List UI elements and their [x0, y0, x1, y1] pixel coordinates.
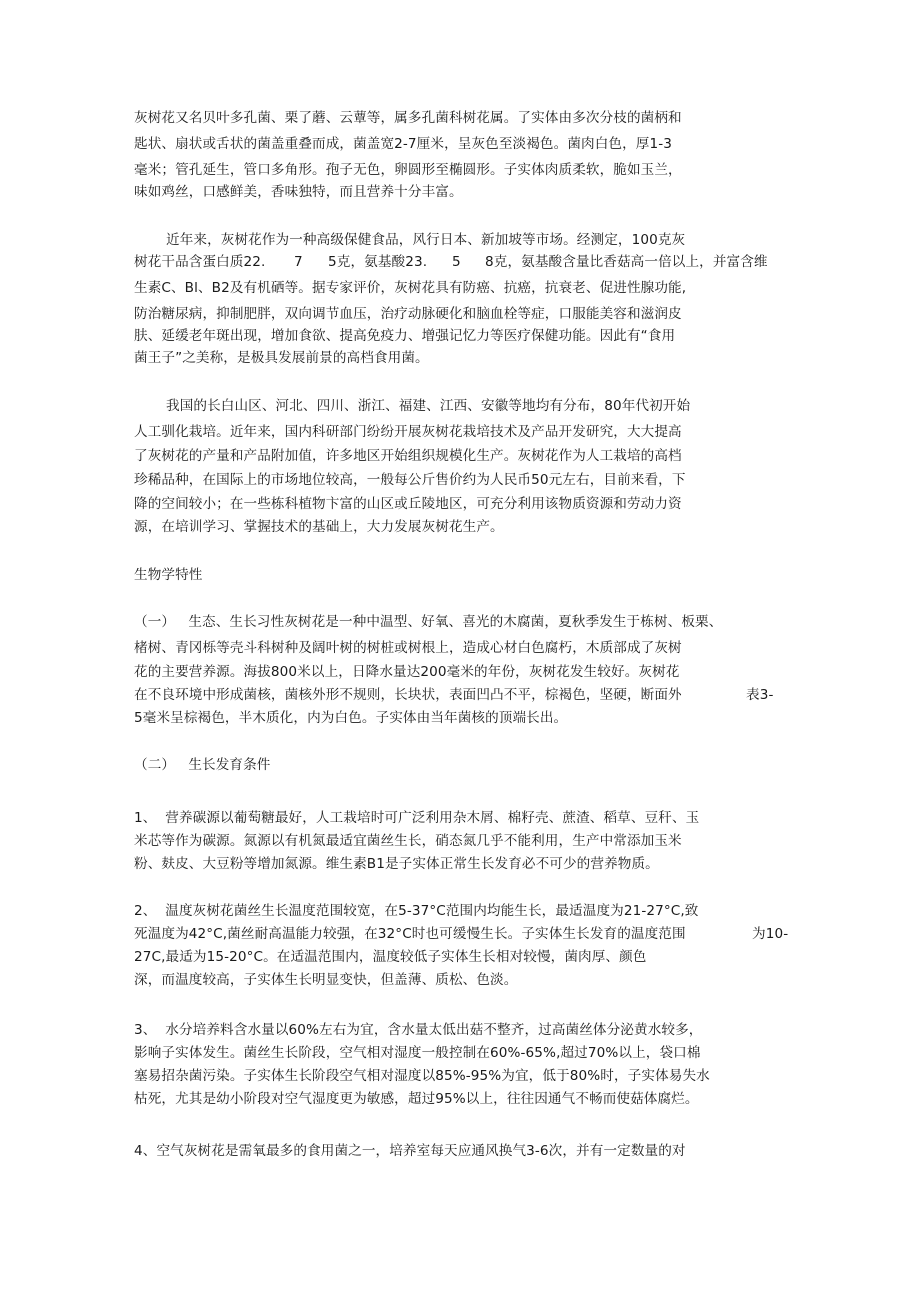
p3-line-1-text: 我国的长白山区、河北、四川、浙江、福建、江西、安徽等地均有分布，80年代初开始 — [166, 398, 691, 414]
p6-line-2 — [0, 921, 789, 947]
p1-line-2-text: 匙状、扇状或舌状的菌盖重叠而成，菌盖宽2-7厘米，呈灰色至淡褐色。菌肉白色，厚1-3 — [134, 136, 672, 152]
p4-line-5-text: 5毫米呈棕褐色，半木质化，内为白色。子实体由当年菌核的顶端长出。 — [134, 710, 568, 726]
p7-line-2-text: 影响子实体发生。菌丝生长阶段，空气相对湿度一般控制在60%-65%,超过70%以上，袋口棉 — [134, 1045, 701, 1061]
p5-line-3-text: 粉、麸皮、大豆粉等增加氮源。维生素B1是子实体正常生长发育必不可少的营养物质。 — [134, 856, 659, 872]
p6-line-2-seg-2: 为10- — [752, 926, 789, 942]
p2-line-3-text: 生素C、Bl、B2及有机硒等。据专家评价，灰树花具有防癌、抗癌，抗衰老、促进性腺功能, — [134, 280, 687, 296]
p2-line-2-seg-1: 树花干品含蛋白质22. — [134, 254, 266, 270]
p3-line-2-text: 人工驯化栽培。近年来，国内科研部门纷纷开展灰树花栽培技术及产品开发研究，大大提高 — [134, 424, 682, 440]
p2-line-2-seg-4: 5 — [452, 254, 461, 270]
p3-line-5-text: 降的空间较小；在一些栋科植物卞富的山区或丘陵地区，可充分利用该物质资源和劳动力资 — [134, 496, 682, 512]
p7-line-3-text: 塞易招杂菌污染。子实体生长阶段空气相对湿度以85%-95%为宜，低于80%时，子实体易失水 — [134, 1068, 710, 1084]
p4-line-1-text: （一） 生态、生长习性灰树花是一种中温型、好氧、喜光的木腐菌，夏秋季发生于栋树、板栗、 — [134, 614, 723, 630]
p1-line-3-text: 毫米；管孔延生，管口多角形。孢子无色，卵圆形至椭圆形。子实体肉质柔软，脆如玉兰， — [134, 162, 682, 178]
p2-line-6-text: 菌王子”之美称，是极具发展前景的高档食用菌。 — [134, 350, 429, 366]
p3-line-4-text: 珍稀品种，在国际上的市场地位较高，一般每公斤售价约为人民币50元左右，目前来看，下 — [134, 472, 686, 488]
p7-line-1-text: 3、 水分培养料含水量以60%左右为宜，含水量太低出菇不整齐，过高菌丝体分泌黄水较多， — [134, 1022, 703, 1038]
p5-line-1-text: 1、 营养碳源以葡萄糖最好，人工栽培时可广泛利用杂木屑、棉籽壳、蔗渣、稻草、豆秆、玉 — [134, 810, 700, 826]
p6-line-4-text: 深，而温度较高，子实体生长明显变快，但盖薄、质松、色淡。 — [134, 972, 518, 988]
p4-line-2-text: 楮树、青冈栎等壳斗科树种及阔叶树的树桩或树根上，造成心材白色腐朽，木质部成了灰树 — [134, 640, 682, 656]
p7-line-4-text: 枯死，尤其是幼小阶段对空气湿度更为敏感，超过95%以上，往往因通气不畅而使菇体腐烂。 — [134, 1091, 699, 1107]
p2-line-4-text: 防治糖尿病，抑制肥胖，双向调节血压，治疗动脉硬化和脑血栓等症，口服能美容和滋润皮 — [134, 306, 682, 322]
p2-line-5-text: 肤、延缓老年斑出现，增加食欲、提高免疫力、增强记忆力等医疗保健功能。因此有“食用 — [134, 328, 676, 344]
p2-line-2-seg-3: 5克，氨基酸23. — [328, 254, 428, 270]
p8-line-1-text: 4、空气灰树花是需氧最多的食用菌之一，培养室每天应通风换气3-6次，并有一定数量的对 — [134, 1143, 686, 1159]
p4-line-3-text: 花的主要营养源。海拔800米以上，日降水量达200毫米的年份，灰树花发生较好。灰树花 — [134, 664, 680, 680]
p1-line-4-text: 味如鸡丝，口感鲜美，香味独特，而且营养十分丰富。 — [134, 184, 463, 200]
p2-line-2-seg-2: 7 — [294, 254, 303, 270]
p2-line-2 — [0, 249, 768, 275]
p4-line-4-seg-2: 表3- — [746, 687, 774, 703]
p2-line-1-text: 近年来，灰树花作为一种高级保健食品，风行日本、新加坡等市场。经测定，100克灰 — [166, 232, 686, 248]
p6-line-2-seg-1: 死温度为42°C,菌丝耐高温能力较强，在32°C时也可缓慢生长。子实体生长发育的温度范围 — [134, 926, 686, 942]
p5-line-2-text: 米芯等作为碳源。氮源以有机氮最适宜菌丝生长，硝态氮几乎不能利用，生产中常添加玉米 — [134, 833, 682, 849]
p4-line-4 — [0, 682, 774, 708]
p3-line-6-text: 源，在培训学习、掌握技术的基础上，大力发展灰树花生产。 — [134, 519, 504, 535]
section-heading-text: 生物学特性 — [134, 567, 203, 583]
p6-line-1-text: 2、 温度灰树花菌丝生长温度范围较宽，在5-37°C范围内均能生长，最适温度为21-27°C,致 — [134, 903, 699, 919]
p3-line-3-text: 了灰树花的产量和产品附加值，许多地区开始组织规模化生产。灰树花作为人工栽培的高档 — [134, 448, 682, 464]
p1-line-1-text: 灰树花又名贝叶多孔菌、栗了蘑、云蕈等，属多孔菌科树花属。了实体由多次分枝的菌柄和 — [134, 110, 682, 126]
p6-line-3-text: 27C,最适为15-20°C。在适温范围内，温度较低子实体生长相对较慢，菌肉厚、颜色 — [134, 949, 647, 965]
p2-line-2-seg-5: 8克，氨基酸含量比香菇高一倍以上，并富含维 — [485, 254, 768, 270]
subsection-heading-text: （二） 生长发育条件 — [134, 757, 271, 773]
p4-line-4-seg-1: 在不良环境中形成菌核，菌核外形不规则，长块状，表面凹凸不平，棕褐色，坚硬，断面外 — [134, 687, 682, 703]
